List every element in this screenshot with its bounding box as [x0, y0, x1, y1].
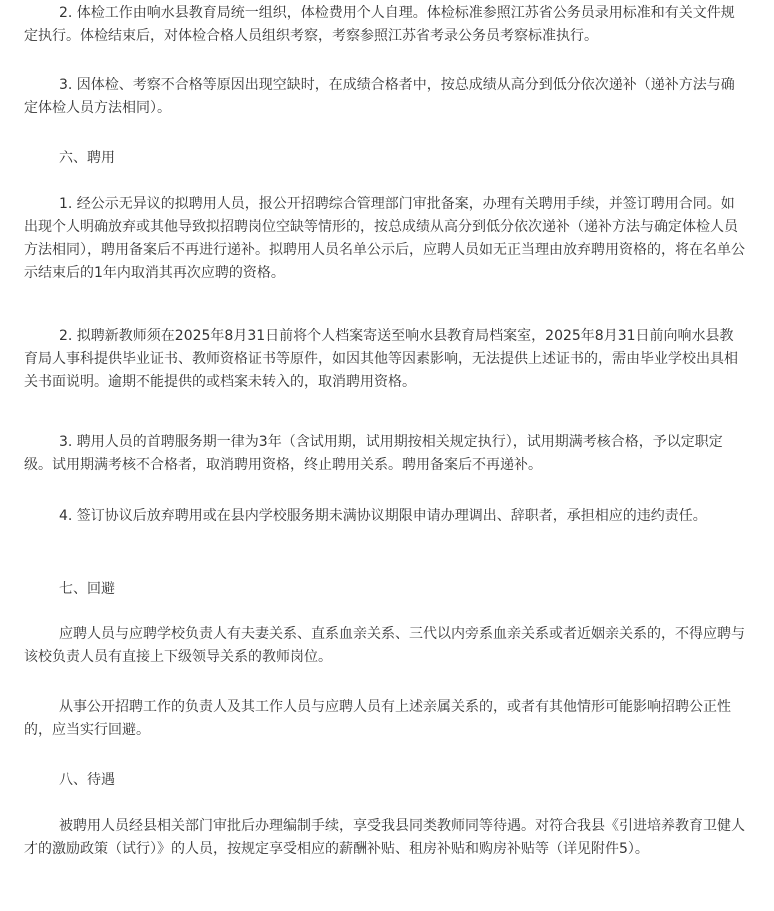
section-heading-employment: 六、聘用 [59, 150, 115, 166]
section-heading-benefits: 八、待遇 [59, 772, 115, 788]
paragraph-avoidance-2: 从事公开招聘工作的负责人及其工作人员与应聘人员有上述亲属关系的，或者有其他情形可能影响招聘公正性的，应当实行回避。 [24, 699, 731, 738]
section-heading-avoidance: 七、回避 [59, 581, 115, 597]
paragraph-benefits: 被聘用人员经县相关部门审批后办理编制手续，享受我县同类教师同等待遇。对符合我县《引进培养教育卫健人才的激励政策（试行）》的人员，按规定享受相应的薪酬补贴、租房补贴和购房补贴等（详见附件5）。 [24, 818, 745, 857]
paragraph-vacancy-replacement: 3. 因体检、考察不合格等原因出现空缺时，在成绩合格者中，按总成绩从高分到低分依次递补（递补方法与确定体检人员方法相同）。 [24, 77, 735, 116]
paragraph-employment-4: 4. 签订协议后放弃聘用或在县内学校服务期未满协议期限申请办理调出、辞职者，承担相应的违约责任。 [59, 508, 707, 524]
paragraph-employment-3: 3. 聘用人员的首聘服务期一律为3年（含试用期，试用期按相关规定执行），试用期满考核合格，予以定职定级。试用期满考核不合格者，取消聘用资格，终止聘用关系。聘用备案后不再递补。 [24, 434, 723, 473]
paragraph-employment-2: 2. 拟聘新教师须在2025年8月31日前将个人档案寄送至响水县教育局档案室，2025年8月31日前向响水县教育局人事科提供毕业证书、教师资格证书等原件，如因其他等因素影响，无法提供上述证书的，需由毕业学校出具相关书面说明。逾期不能提供的或档案未转入的，取消聘用资格。 [24, 328, 738, 390]
paragraph-physical-exam: 2. 体检工作由响水县教育局统一组织，体检费用个人自理。体检标准参照江苏省公务员录用标准和有关文件规定执行。体检结束后，对体检合格人员组织考察，考察参照江苏省考录公务员考察标准执行。 [24, 5, 735, 44]
paragraph-employment-1: 1. 经公示无异议的拟聘用人员，报公开招聘综合管理部门审批备案，办理有关聘用手续，并签订聘用合同。如出现个人明确放弃或其他导致拟招聘岗位空缺等情形的，按总成绩从高分到低分依次递补（递补方法与确定体检人员方法相同），聘用备案后不再进行递补。拟聘用人员名单公示后，应聘人员如无正当理由放弃聘用资格的，将在名单公示结束后的1年内取消其再次应聘的资格。 [24, 196, 745, 281]
paragraph-avoidance-1: 应聘人员与应聘学校负责人有夫妻关系、直系血亲关系、三代以内旁系血亲关系或者近姻亲关系的，不得应聘与该校负责人员有直接上下级领导关系的教师岗位。 [24, 626, 745, 665]
